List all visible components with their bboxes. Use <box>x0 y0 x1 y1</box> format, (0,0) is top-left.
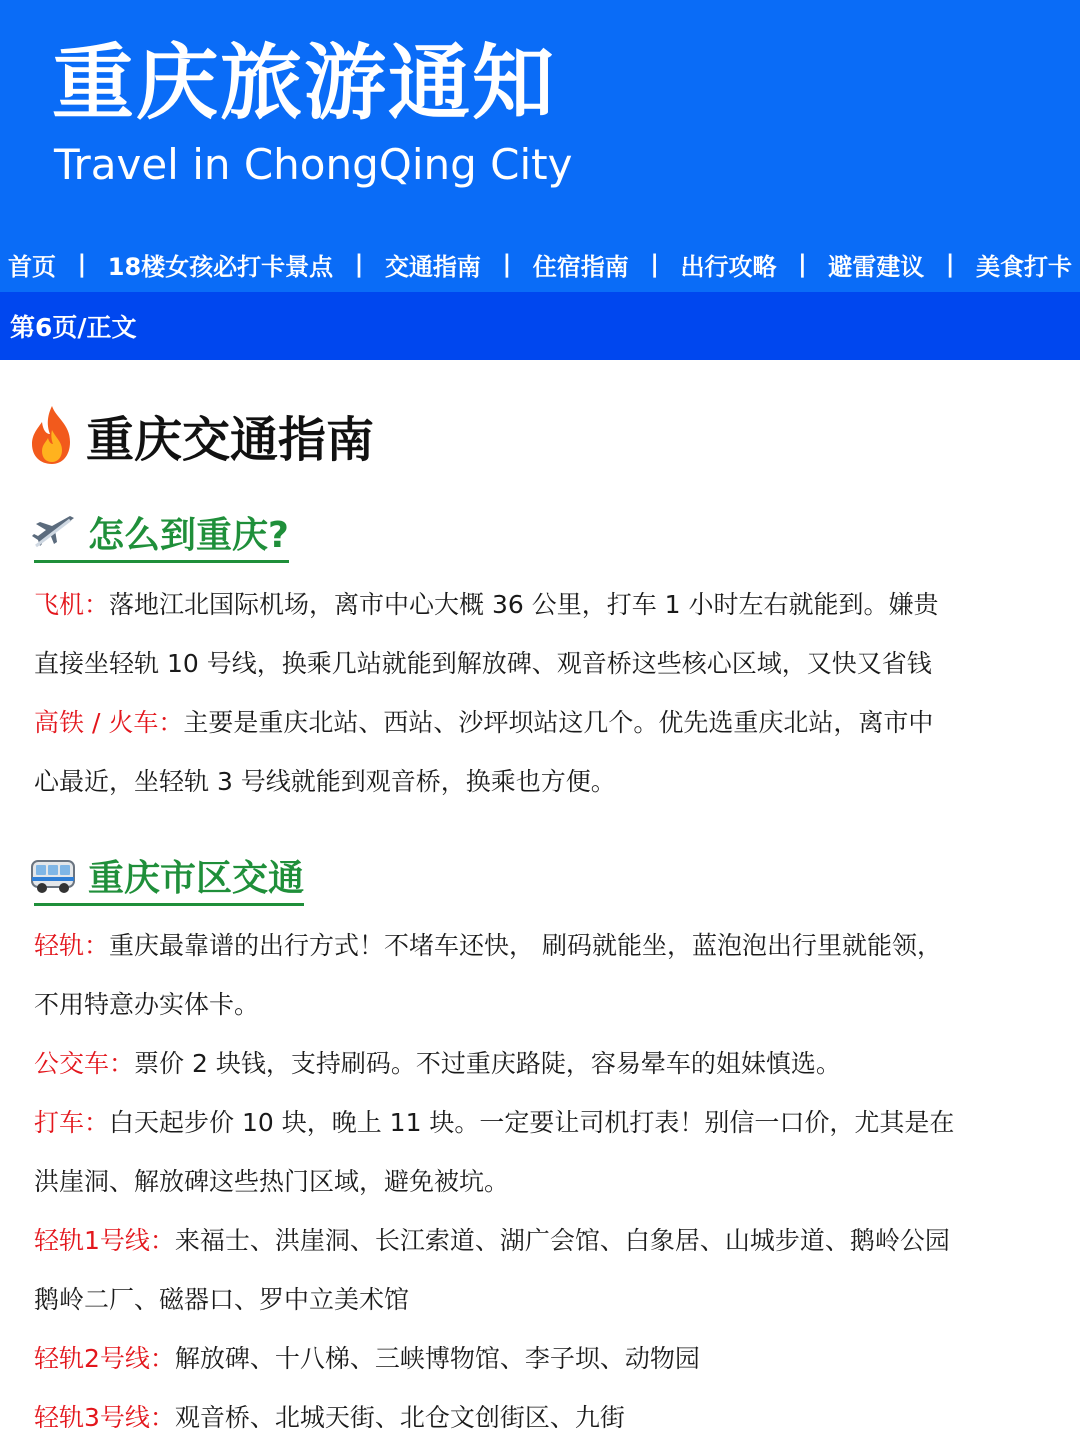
nav-item-transport[interactable]: 交通指南 <box>384 252 481 281</box>
info-label: 轻轨2号线： <box>34 1344 175 1373</box>
nav-item-food[interactable]: 美食打卡 <box>976 252 1072 281</box>
text-line <box>34 1093 1046 1152</box>
article-title <box>26 402 1046 468</box>
header-banner <box>0 0 1080 292</box>
info-label: 轻轨1号线： <box>34 1226 175 1255</box>
nav-item-tips[interactable]: 避雷建议 <box>828 252 925 281</box>
text-line: 不用特意办实体卡。 <box>34 990 260 1019</box>
info-paragraph-plane <box>34 575 1046 693</box>
info-text: 解放碑、十八梯、三峡博物馆、李子坝、动物园 <box>174 1344 700 1373</box>
info-label: 打车： <box>34 1108 110 1137</box>
page-indicator: 第6页/正文 <box>10 313 137 342</box>
nav-item-stay[interactable]: 住宿指南 <box>532 252 629 281</box>
text-line: 洪崖洞、解放碑这些热门区域，避免被坑。 <box>34 1167 510 1196</box>
text-line: 直接坐轻轨 10 号线，换乘几站就能到解放碑、观音桥这些核心区域，又快又省钱 <box>34 649 932 678</box>
text-line: 心最近，坐轻轨 3 号线就能到观音桥，换乘也方便。 <box>34 767 616 796</box>
info-paragraph-metro <box>34 916 1046 1034</box>
top-nav <box>0 242 1080 286</box>
article-title-text: 重庆交通指南 <box>86 411 375 468</box>
section-heading-arrival <box>34 506 289 563</box>
info-label: 飞机： <box>34 590 110 619</box>
page-indicator-bar <box>0 292 1080 360</box>
info-text: 重庆最靠谱的出行方式！不堵车还快， 刷码就能坐，蓝泡泡出行里就能领， <box>109 931 942 960</box>
text-line <box>34 693 1046 752</box>
nav-separator: | <box>77 250 87 278</box>
text-line <box>34 575 1046 634</box>
info-text: 票价 2 块钱，支持刷码。不过重庆路陡，容易晕车的姐妹慎选。 <box>134 1049 841 1078</box>
page-subtitle: Travel in ChongQing City <box>54 140 573 189</box>
text-line <box>34 1388 1046 1447</box>
bus-icon <box>30 855 78 895</box>
info-paragraph-line1 <box>34 1211 1046 1329</box>
info-paragraph-train <box>34 693 1046 811</box>
info-label: 轻轨： <box>34 931 110 960</box>
info-paragraph-bus <box>34 1034 1046 1093</box>
fire-icon <box>26 404 78 466</box>
info-text: 主要是重庆北站、西站、沙坪坝站这几个。优先选重庆北站，离市中 <box>183 708 934 737</box>
nav-separator: | <box>945 250 955 278</box>
info-text: 白天起步价 10 块，晚上 11 块。一定要让司机打表！别信一口价，尤其是在 <box>109 1108 955 1137</box>
section-heading-text: 怎么到重庆? <box>88 514 289 556</box>
text-line: 鹅岭二厂、磁器口、罗中立美术馆 <box>34 1285 410 1314</box>
section-heading-city-transport <box>34 849 304 906</box>
info-text: 落地江北国际机场，离市中心大概 36 公里，打车 1 小时左右就能到。嫌贵 <box>109 590 939 619</box>
nav-separator: | <box>354 250 364 278</box>
text-line <box>34 1034 1046 1093</box>
nav-item-guide[interactable]: 出行攻略 <box>680 252 777 281</box>
text-line <box>34 1211 1046 1270</box>
info-paragraph-line3 <box>34 1388 1046 1447</box>
airplane-icon <box>30 512 78 552</box>
info-label: 公交车： <box>34 1049 135 1078</box>
nav-separator: | <box>650 250 659 278</box>
info-text: 观音桥、北城天街、北仓文创街区、九街 <box>174 1403 625 1432</box>
text-line <box>34 916 1046 975</box>
info-label: 轻轨3号线： <box>34 1403 175 1432</box>
nav-separator: | <box>502 250 512 278</box>
info-paragraph-line2 <box>34 1329 1046 1388</box>
section-heading-text: 重庆市区交通 <box>88 857 305 899</box>
nav-item-spots[interactable]: 18楼女孩必打卡景点 <box>107 252 334 281</box>
info-text: 来福士、洪崖洞、长江索道、湖广会馆、白象居、山城步道、鹅岭公园 <box>174 1226 950 1255</box>
article-body <box>0 402 1080 1447</box>
info-paragraph-taxi <box>34 1093 1046 1211</box>
info-label: 高铁 / 火车： <box>34 708 184 737</box>
nav-item-home[interactable]: 首页 <box>8 252 56 281</box>
page-title: 重庆旅游通知 <box>52 36 557 131</box>
nav-separator: | <box>797 250 807 278</box>
text-line <box>34 1329 1046 1388</box>
